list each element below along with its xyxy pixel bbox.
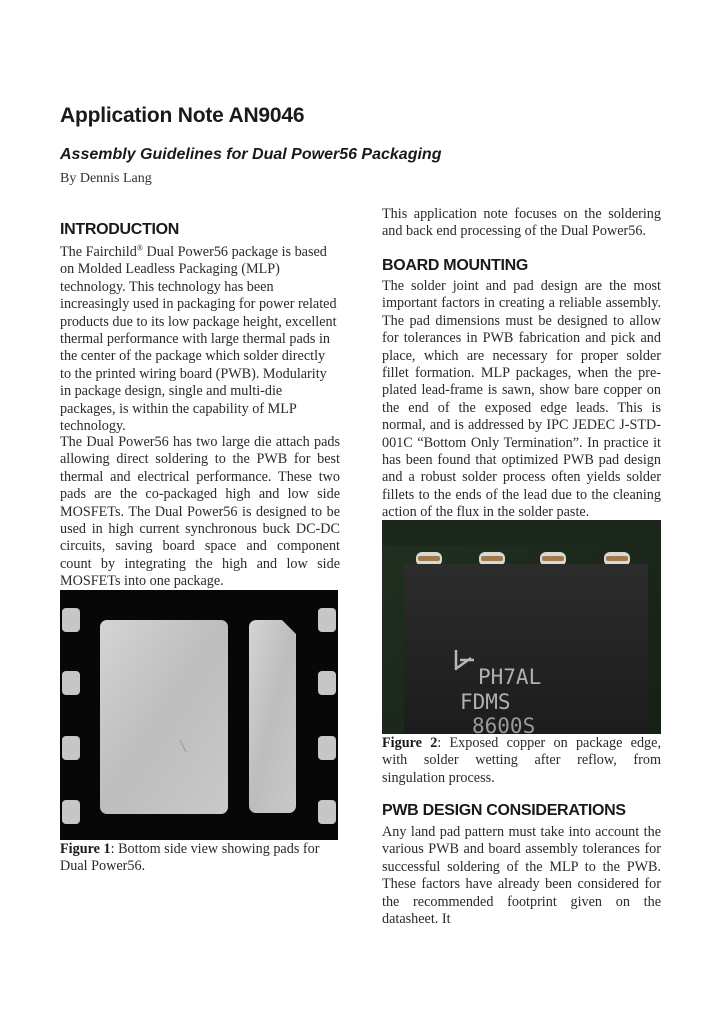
intro-paragraph-2: The Dual Power56 has two large die attach pads allowing direct soldering to the PWB for best thermal and electrical performance. These two pads are the co-packaged high and low side MOSFETs. The Dual Power56 is designed to be used in high current synchronous buck DC-DC circuits, saving board space and component count by integrating the high and low side MOSFETs into one package. [60,434,340,590]
figure-2-label: Figure 2 [382,735,438,751]
figure-2-image [382,520,661,734]
board-mounting-heading: BOARD MOUNTING [382,257,529,274]
author-byline: By Dennis Lang [60,171,152,186]
focus-paragraph: This application note focuses on the soldering and back end processing of the Dual Power56. [382,206,661,240]
figure-1-image [60,590,338,840]
figure-2-caption-text: : Exposed copper on package edge, with solder wetting after reflow, from singulation process. [382,735,661,786]
introduction-heading: INTRODUCTION [60,221,180,238]
board-mounting-paragraph: The solder joint and pad design are the most important factors in creating a reliable assembly. The pad dimensions must be designed to allow for tolerances in PWB fabrication and pick and place, which are necessary for proper solder fillet formation. MLP packages, when the pre-plated lead-frame is sawn, show bare copper on the end of the exposed edge leads. This is normal, and is addressed by IPC JEDEC J-STD-001C “Bottom Only Termination”. In practice it has been found that optimized PWB pad design and a robust solder process often yields solder fillets to the ends of the lead due to the cleaning action of the flux in the solder paste. [382,278,661,521]
registered-mark: ® [136,243,143,253]
figure-1-label: Figure 1 [60,841,111,857]
marking-line-3: 8600S [472,714,536,734]
page-title: Application Note AN9046 [60,104,305,127]
marking-line-2: FDMS [460,690,511,714]
intro-p1-start: The Fairchild [60,244,137,260]
intro-paragraph-1 [60,244,338,435]
figure-1-caption [60,841,340,876]
pwb-design-heading: PWB DESIGN CONSIDERATIONS [382,802,626,819]
intro-p1-rest: Dual Power56 package is based on Molded Leadless Packaging (MLP) technology. This technology has been increasingly used in packaging for power related products due to its low package height, excellent thermal performance with large thermal pads in the center of the package which solder directly to the printed wiring board (PWB). Modularity in package design, single and multi-die packages, is within the capability of MLP technology. [60,244,337,435]
marking-line-1: PH7AL [478,665,542,689]
pwb-design-paragraph: Any land pad pattern must take into account the various PWB and board assembly tolerances for successful soldering of the MLP to the PWB. These factors have already been considered for the recommended footprint given on the datasheet. It [382,824,661,928]
document-subtitle: Assembly Guidelines for Dual Power56 Packaging [60,146,442,163]
figure-1-caption-text: : Bottom side view showing pads for Dual Power56. [60,841,320,875]
package-bottom-view-icon [60,590,338,840]
package-edge-photo-icon [382,520,661,734]
figure-2-caption [382,735,661,787]
